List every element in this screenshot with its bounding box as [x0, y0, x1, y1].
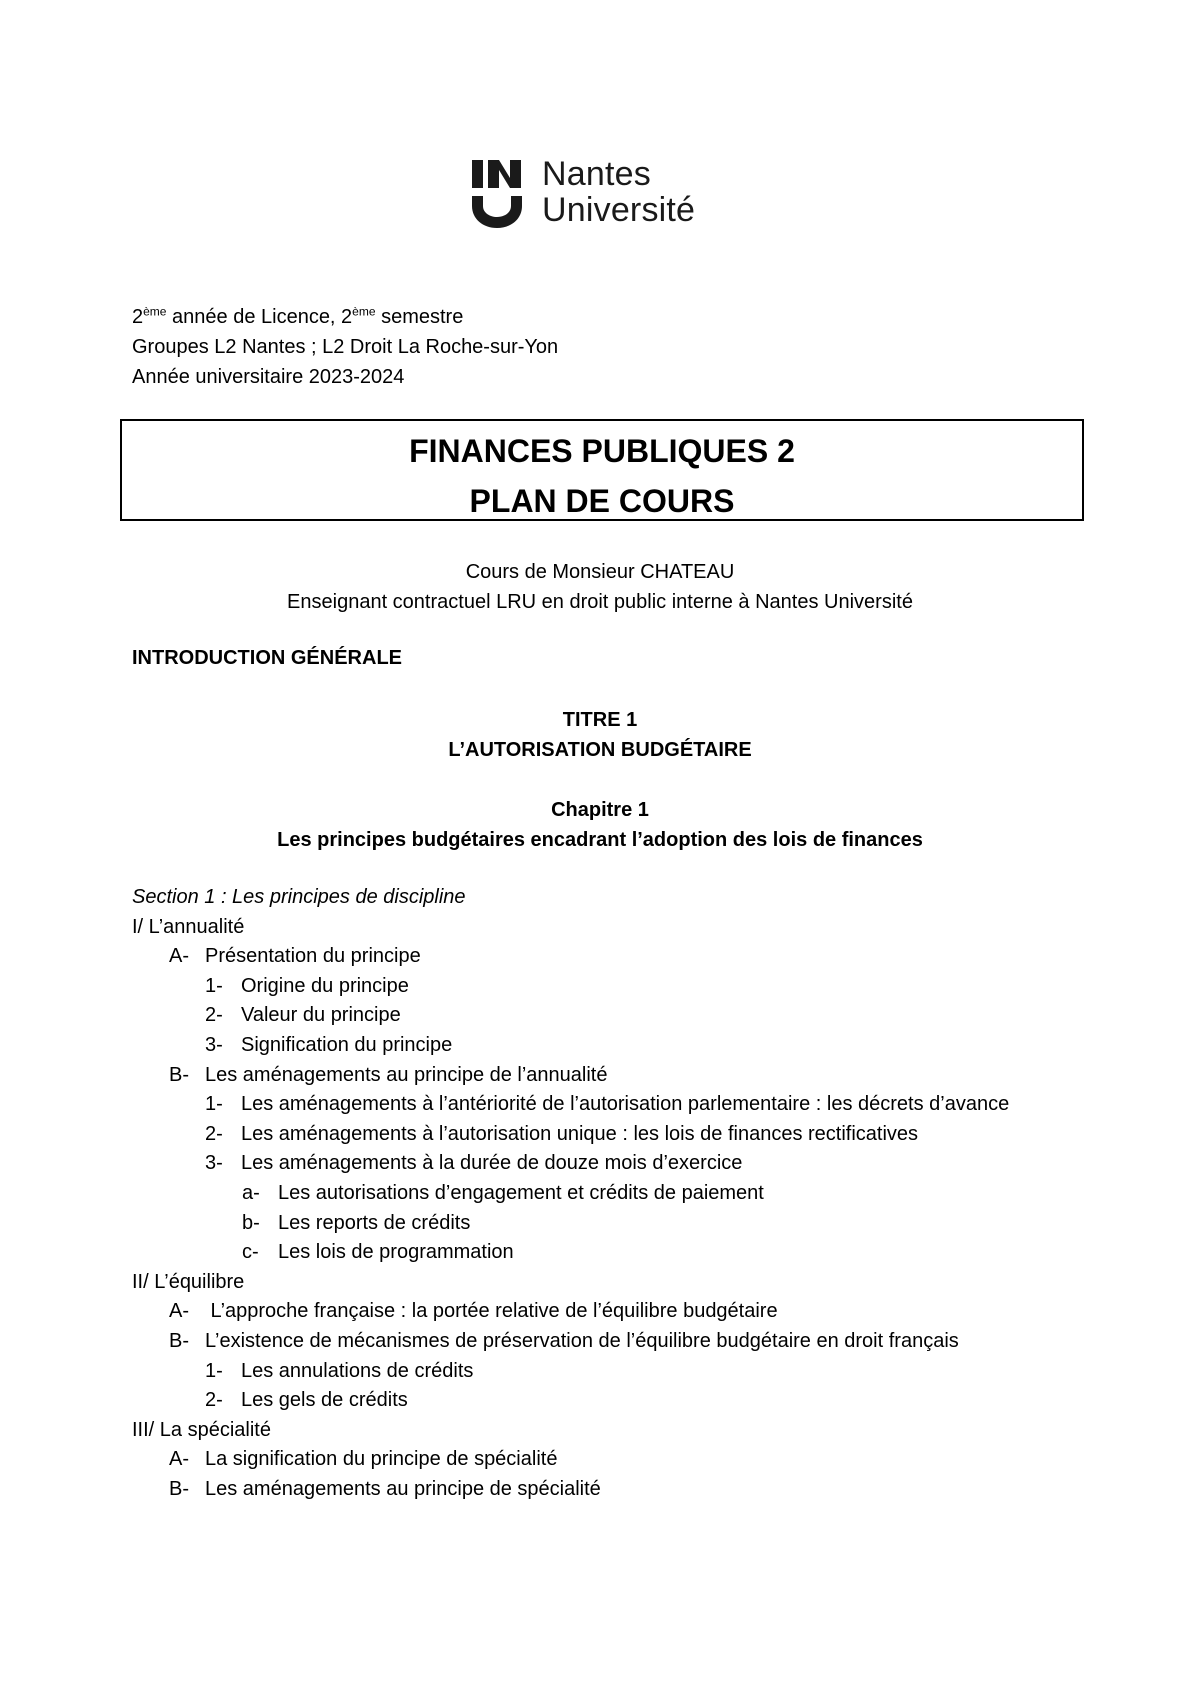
titre-heading — [0, 705, 1200, 765]
course-outline — [132, 883, 1092, 1504]
outline-item: B- Les aménagements au principe de spécialité — [169, 1477, 601, 1500]
university-logo — [472, 155, 742, 229]
outline-item: II/ L’équilibre — [132, 1270, 245, 1293]
introduction-heading: INTRODUCTION GÉNÉRALE — [132, 647, 402, 669]
outline-item: I/ L’annualité — [132, 915, 245, 938]
section-heading: Section 1 : Les principes de discipline — [132, 886, 466, 908]
outline-item: A- La signification du principe de spécialité — [169, 1448, 558, 1471]
outline-item: 3- Signification du principe — [205, 1033, 453, 1056]
logo-line-1: Nantes — [542, 155, 651, 193]
document-subtitle: PLAN DE COURS — [469, 483, 735, 519]
teacher-role: Enseignant contractuel LRU en droit public interne à Nantes Université — [287, 591, 913, 613]
title-box — [120, 419, 1084, 521]
titre-label: TITRE 1 — [562, 709, 638, 731]
logo-line-2: Université — [542, 191, 696, 229]
outline-item: A- Présentation du principe — [169, 945, 421, 968]
outline-item: 1- Les aménagements à l’antériorité de l’autorisation parlementaire : les décrets d’avance — [205, 1093, 1010, 1116]
chapitre-heading — [0, 795, 1200, 855]
year-semester-line: 2ème année de Licence, 2ème semestre — [132, 304, 464, 328]
outline-item: b- Les reports de crédits — [242, 1211, 471, 1234]
outline-item: 1- Les annulations de crédits — [205, 1359, 474, 1382]
outline-item: 2- Les aménagements à l’autorisation unique : les lois de finances rectificatives — [205, 1122, 919, 1145]
course-teacher: Cours de Monsieur CHATEAU — [465, 561, 735, 583]
logo-text — [542, 156, 695, 228]
teacher-info — [0, 557, 1200, 617]
outline-item: III/ La spécialité — [132, 1418, 271, 1441]
chapitre-label: Chapitre 1 — [551, 799, 649, 821]
outline-item: B- L’existence de mécanismes de préservation de l’équilibre budgétaire en droit français — [169, 1329, 959, 1352]
nantes-universite-logo-mark — [472, 160, 526, 228]
document-title: FINANCES PUBLIQUES 2 — [409, 433, 795, 469]
outline-item: a- Les autorisations d’engagement et crédits de paiement — [242, 1181, 764, 1204]
outline-item: 2- Les gels de crédits — [205, 1389, 408, 1412]
outline-item: A- L’approche française : la portée relative de l’équilibre budgétaire — [169, 1300, 778, 1323]
outline-item: 1- Origine du principe — [205, 974, 409, 997]
chapitre-name: Les principes budgétaires encadrant l’adoption des lois de finances — [277, 829, 923, 851]
titre-name: L’AUTORISATION BUDGÉTAIRE — [448, 739, 752, 761]
outline-item: 3- Les aménagements à la durée de douze mois d’exercice — [205, 1152, 743, 1175]
groups-line: Groupes L2 Nantes ; L2 Droit La Roche-sur-Yon — [132, 336, 559, 358]
course-meta — [132, 302, 558, 392]
outline-item: c- Les lois de programmation — [242, 1241, 514, 1264]
outline-item: B- Les aménagements au principe de l’annualité — [169, 1063, 608, 1086]
outline-item: 2- Valeur du principe — [205, 1004, 401, 1027]
academic-year-line: Année universitaire 2023-2024 — [132, 366, 405, 388]
